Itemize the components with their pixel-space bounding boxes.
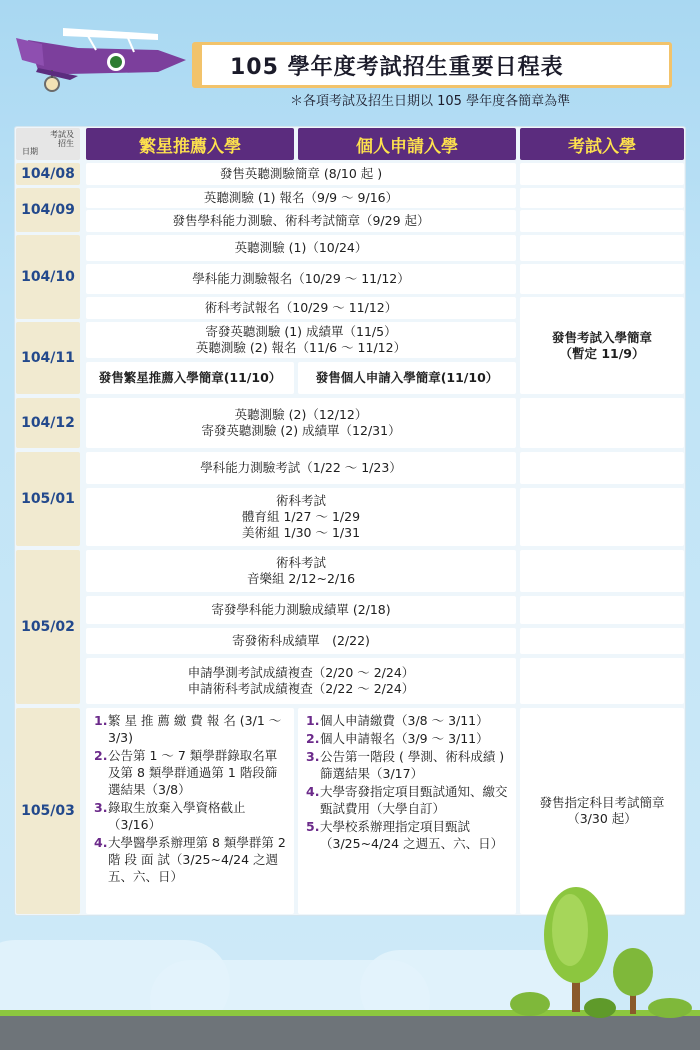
cell-text: 發售考試入學簡章 [551,329,652,345]
schedule-cell [86,550,516,592]
cell-text: 英聽測驗 (1) 報名（9/9 ～ 9/16） [203,190,399,205]
exam-cell [520,550,684,592]
cell-text: 發售繁星推薦入學簡章(11/10） [98,370,282,385]
schedule-cell [86,398,516,448]
list-text: 繁 星 推 薦 繳 費 報 名 (3/1 ～ 3/3) [108,713,282,745]
schedule-cell [86,210,516,232]
exam-cell [520,210,684,232]
schedule-cell [86,488,516,546]
date-label: 104/08 [16,163,80,185]
list-number: 3. [94,800,108,815]
ground-strip [0,1016,700,1050]
cell-text: 美術組 1/30 ～ 1/31 [241,525,361,540]
schedule-cell [86,362,294,394]
list-item [94,712,286,746]
title-banner [192,42,672,88]
cell-text: 英聽測驗 (2)（12/12） [234,407,368,422]
exam-cell [520,235,684,261]
schedule-cell [86,163,516,185]
list-number: 4. [94,835,108,850]
schedule-cell [298,362,516,394]
list-item [306,748,508,782]
schedule-cell [86,658,516,704]
exam-cell [520,188,684,208]
exam-cell [520,163,684,185]
date-label: 104/09 [16,188,80,232]
exam-cell [520,264,684,294]
cell-text: 發售學科能力測驗、術科考試簡章（9/29 起） [172,213,430,228]
cell-text: 學科能力測驗報名（10/29 ～ 11/12） [192,271,410,286]
schedule-cell [86,322,516,358]
star-list-cell [86,708,294,914]
exam-cell [520,488,684,546]
schedule-cell [86,596,516,624]
page-title: 105 學年度考試招生重要日程表 [230,54,564,80]
airplane-icon [8,10,198,100]
schedule-cell [86,628,516,654]
exam-cell [520,628,684,654]
list-text: 大學校系辦理指定項目甄試（3/25~4/24 之週五、六、日） [320,819,504,851]
cell-text: 申請學測考試成績複查（2/20 ～ 2/24） [187,665,415,680]
list-text: 個人申請繳費（3/8 ～ 3/11） [320,713,489,728]
cell-text: 寄發學科能力測驗成績單 (2/18) [211,602,391,617]
exam-cell [520,398,684,448]
corner-bottom-label: 日期 [22,147,38,156]
cell-text: 申請術科考試成績複查（2/22 ～ 2/24） [187,681,415,696]
date-label: 104/12 [16,398,80,448]
list-number: 1. [94,713,108,728]
page-note: ＊各項考試及招生日期以 105 學年度各簡章為準 [290,94,571,109]
list-text: 公告第 1 ～ 7 類學群錄取名單及第 8 類學群通過第 1 階段篩選結果（3/8） [108,748,278,797]
cell-text: 術科考試 [275,493,326,508]
schedule-cell [86,188,516,208]
list-item [306,730,489,747]
cell-text: 術科考試報名（10/29 ～ 11/12） [204,300,398,315]
corner-top-label: 考試及 招生 [50,130,74,148]
cell-text: 術科考試 [275,555,326,570]
cell-text: 發售指定科目考試簡章 [539,795,665,810]
schedule-cell [86,264,516,294]
list-item [306,712,489,729]
list-text: 公告第一階段 ( 學測、術科成績 ) 篩選結果（3/17） [320,749,505,781]
list-number: 2. [94,748,108,763]
schedule-cell [86,235,516,261]
tree-icon [500,880,700,1020]
schedule-cell [86,297,516,319]
cell-text: （3/30 起） [567,811,637,826]
cell-text: 寄發英聽測驗 (1) 成績單（11/5） [205,324,397,339]
date-label: 104/10 [16,235,80,319]
column-header-apply: 個人申請入學 [298,128,516,160]
cell-text: 體育組 1/27 ～ 1/29 [241,509,361,524]
list-number: 1. [306,713,320,728]
column-header-star: 繁星推薦入學 [86,128,294,160]
cell-text: 英聽測驗 (1)（10/24） [234,240,368,255]
column-header-exam: 考試入學 [520,128,684,160]
list-item [306,818,508,852]
cell-text: 發售個人申請入學簡章(11/10） [315,370,499,385]
exam-cell [520,658,684,704]
exam-brochure-cell [520,297,684,394]
date-label: 105/02 [16,550,80,704]
apply-list-cell [298,708,516,914]
list-item [306,783,508,817]
cell-text: 寄發術科成績單 (2/22) [232,633,370,648]
cell-text: 音樂組 2/12~2/16 [246,571,356,586]
cell-text: 發售英聽測驗簡章 (8/10 起 ) [219,166,383,181]
date-label: 105/01 [16,452,80,546]
list-text: 錄取生放棄入學資格截止（3/16） [108,800,246,832]
cell-text: 英聽測驗 (2) 報名（11/6 ～ 11/12） [195,340,407,355]
list-item [94,747,286,798]
list-number: 5. [306,819,320,834]
list-item [94,799,286,833]
cell-text: 學科能力測驗考試（1/22 ～ 1/23） [200,460,402,475]
schedule-cell [86,452,516,484]
table-corner [16,128,80,160]
exam-cell [520,596,684,624]
list-item [94,834,286,885]
list-text: 大學醫學系辦理第 8 類學群第 2 階 段 面 試（3/25~4/24 之週五、六、日） [108,835,286,884]
date-label: 105/03 [16,708,80,914]
list-number: 4. [306,784,320,799]
list-number: 2. [306,731,320,746]
list-text: 大學寄發指定項目甄試通知、繳交甄試費用（大學自訂） [320,784,508,816]
cell-text: （暫定 11/9） [559,345,645,361]
exam-cell [520,452,684,484]
list-number: 3. [306,749,320,764]
cell-text: 寄發英聽測驗 (2) 成績單（12/31） [201,423,401,438]
list-text: 個人申請報名（3/9 ～ 3/11） [320,731,489,746]
date-label: 104/11 [16,322,80,394]
